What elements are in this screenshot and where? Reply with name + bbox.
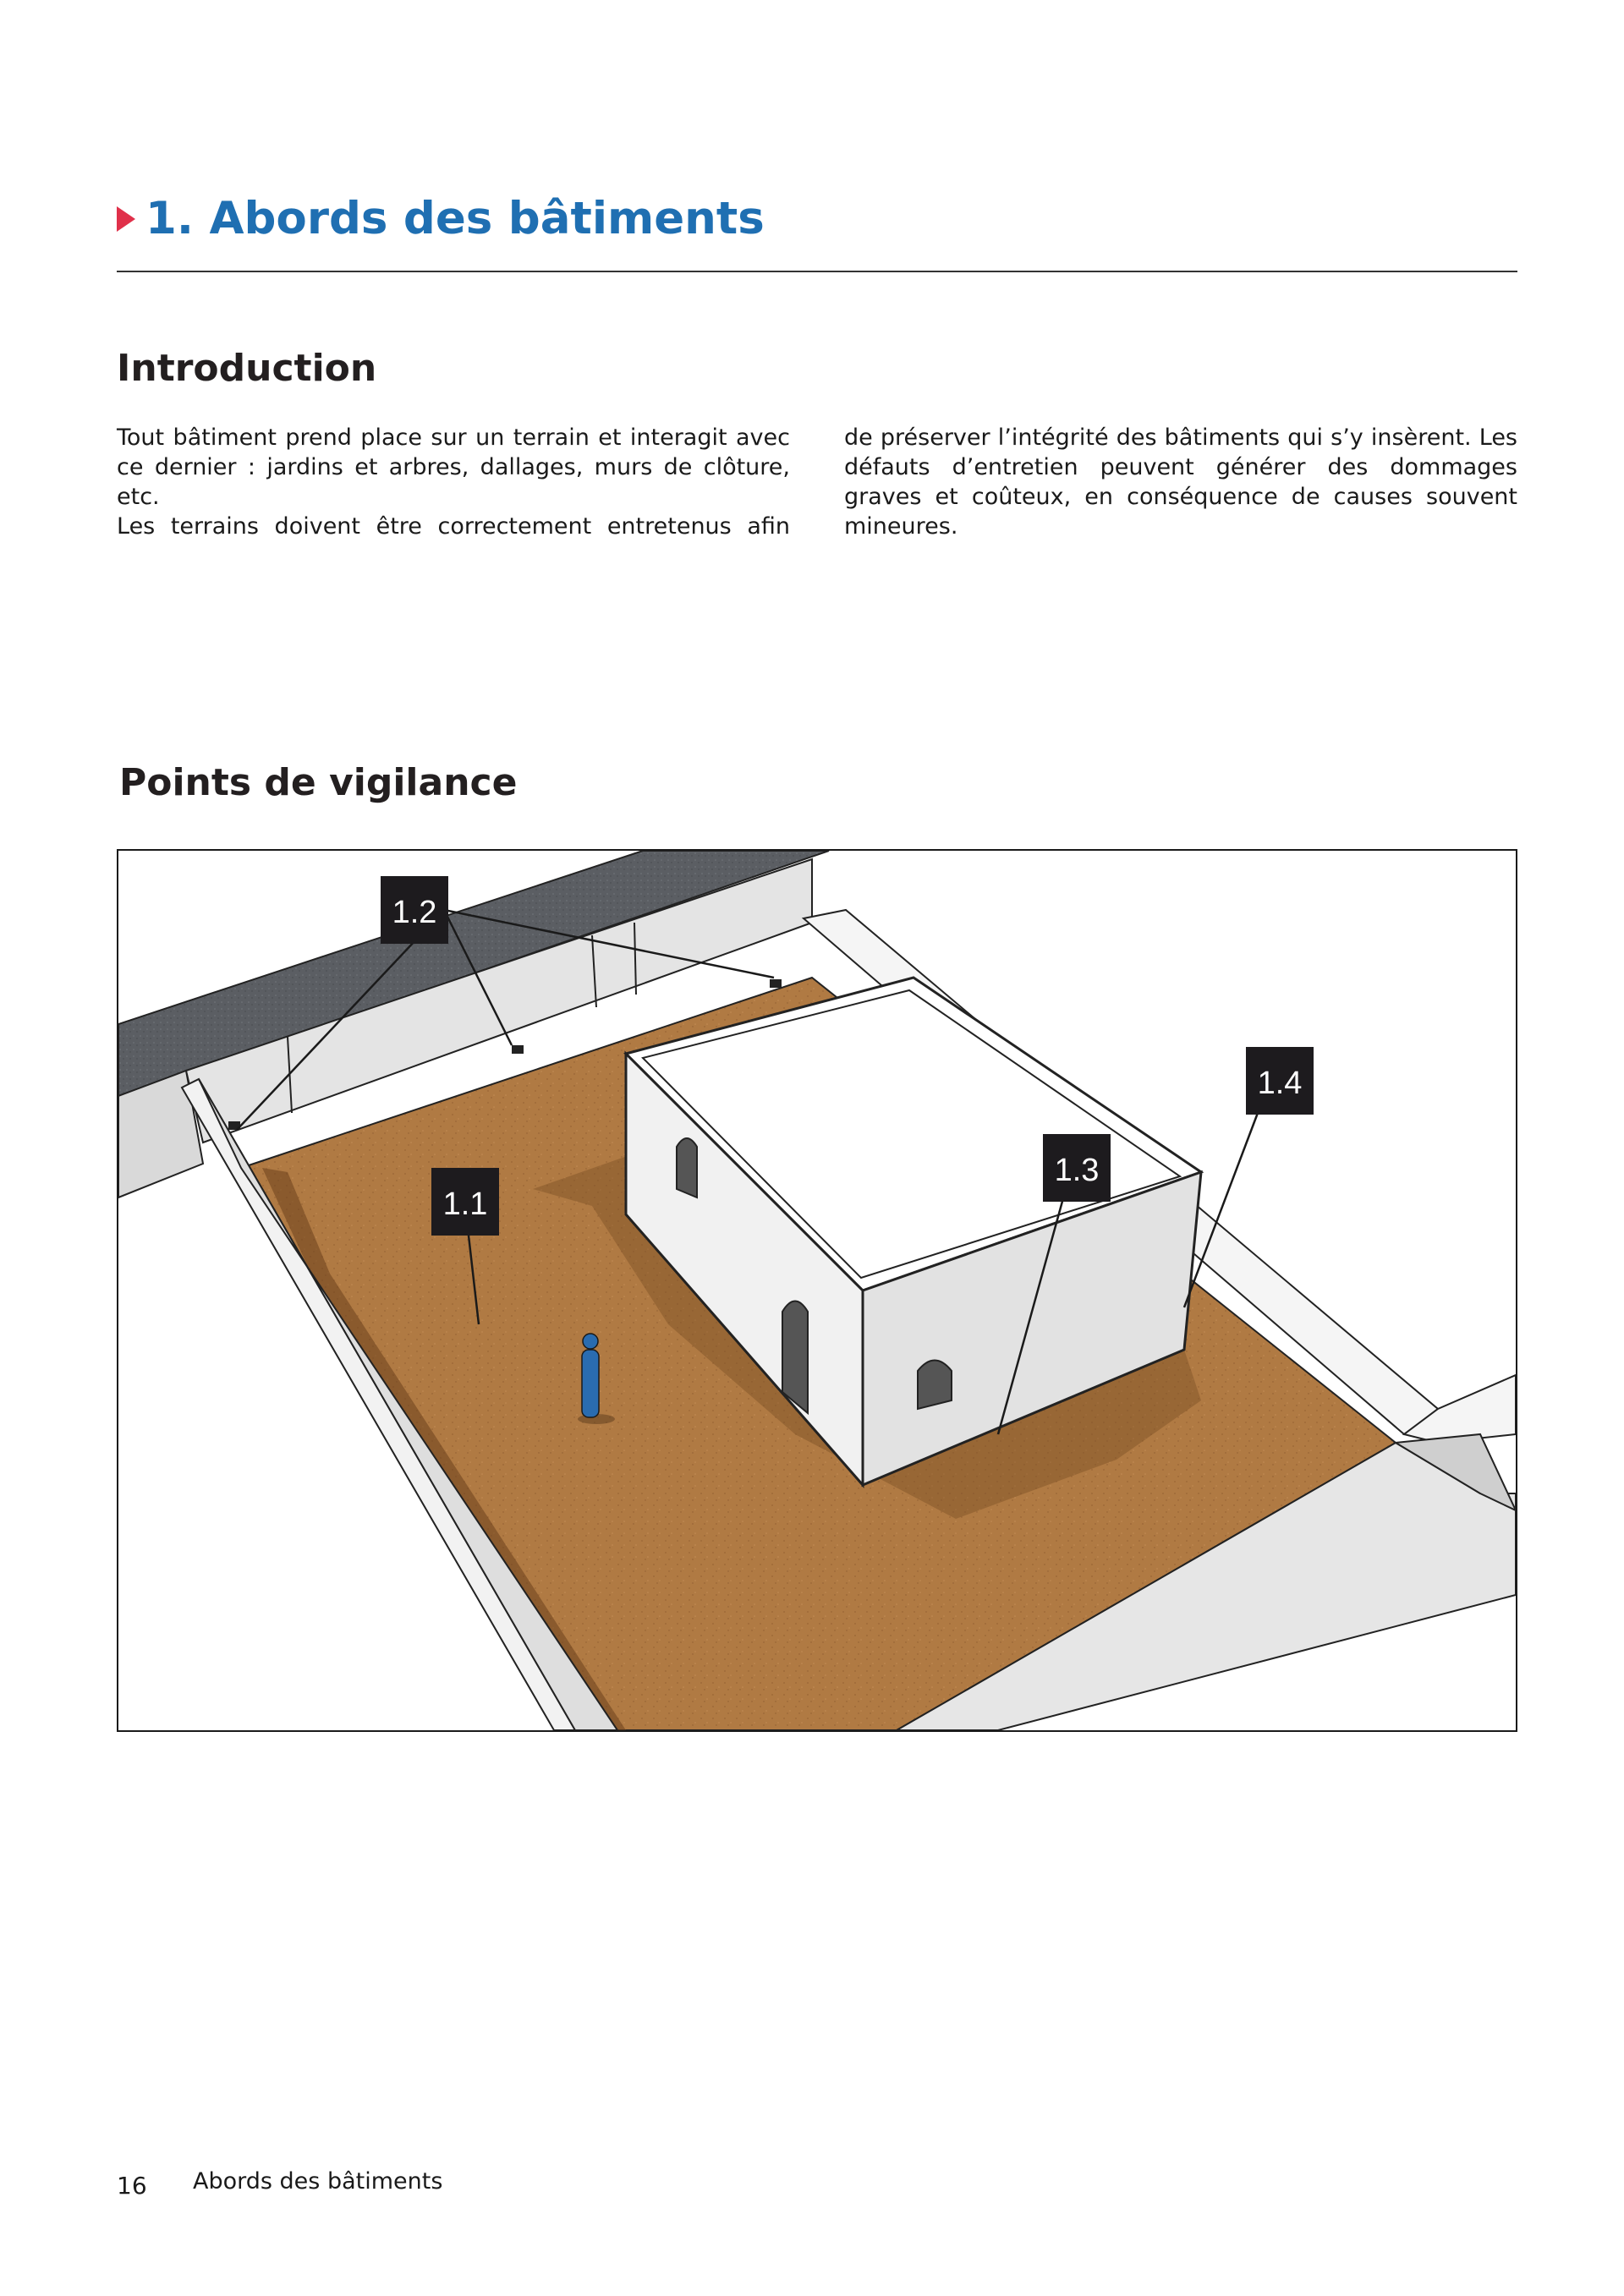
callout-label: 1.1: [442, 1186, 488, 1222]
intro-column-left: [117, 423, 790, 541]
callout-1-2: [381, 876, 448, 944]
chapter-title: [117, 193, 765, 244]
drain-opening: [770, 979, 782, 988]
introduction-body: [117, 423, 1517, 541]
intro-paragraph: Les terrains doivent être correctement entretenus afin: [117, 513, 790, 540]
intro-paragraph: Tout bâtiment prend place sur un terrain et interagit avec ce dernier : jardins et arbres, dallages, murs de clôture, etc.: [117, 425, 790, 510]
callout-label: 1.4: [1257, 1066, 1303, 1101]
window: [677, 1138, 697, 1197]
triangle-marker-icon: [117, 206, 135, 232]
callout-1-3: [1043, 1134, 1111, 1202]
page-number: 16: [117, 2172, 147, 2200]
running-title: Abords des bâtiments: [193, 2168, 443, 2195]
callout-label: 1.2: [392, 895, 437, 930]
callout-1-4: [1246, 1047, 1314, 1115]
person-head: [583, 1334, 598, 1349]
title-divider: [117, 271, 1517, 272]
site-illustration: [117, 849, 1517, 1732]
drain-opening: [512, 1045, 524, 1054]
window: [918, 1361, 952, 1410]
callout-1-1: [431, 1168, 499, 1236]
site-illustration-svg: [118, 851, 1516, 1730]
person-figure: [582, 1350, 599, 1417]
chapter-title-text: 1. Abords des bâtiments: [145, 193, 765, 244]
points-de-vigilance-heading: Points de vigilance: [119, 761, 518, 804]
callout-label: 1.3: [1054, 1153, 1100, 1188]
intro-paragraph: de préserver l’intégrité des bâtiments qui s’y insèrent. Les défauts d’entretien peuvent générer des dommages graves et coûteux, en conséquence de causes souvent mineures.: [844, 425, 1517, 540]
introduction-heading: Introduction: [117, 347, 377, 390]
intro-column-right: [844, 423, 1517, 541]
